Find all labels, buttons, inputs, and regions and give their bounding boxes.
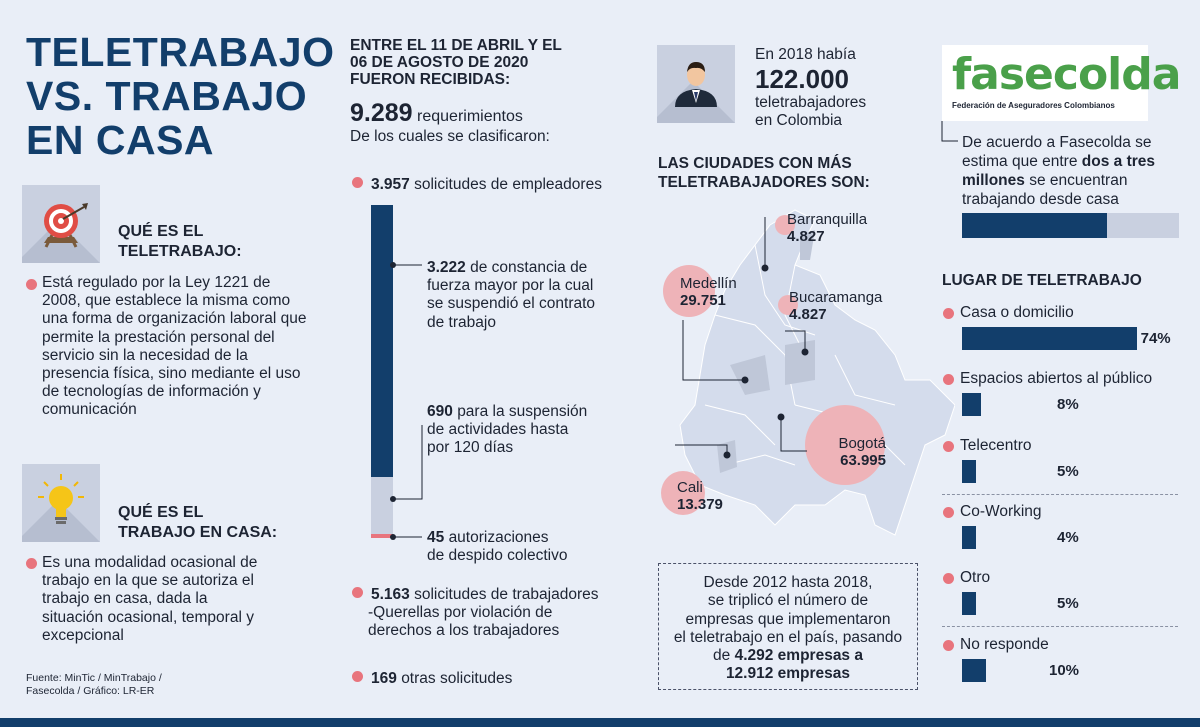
lugar-item-bar	[962, 460, 976, 483]
suspension-text3: por 120 días	[427, 439, 514, 457]
trabajo-casa-text: Es una modalidad ocasional de trabajo en la que se autoriza el trabajo en casa, dada la situación ocasional, temporal y excepcional	[42, 554, 258, 644]
bullet-dot	[352, 671, 363, 682]
req-total-suffix: requerimientos	[417, 108, 523, 125]
trabajadores-text1: solicitudes de trabajadores	[414, 586, 599, 603]
main-title-line1: TELETRABAJO	[26, 29, 335, 75]
bar-connectors	[380, 255, 430, 545]
bullet-dot	[943, 441, 954, 452]
req-header-line3: FUERON RECIBIDAS:	[350, 71, 511, 88]
lugar-item-label: Otro	[960, 569, 991, 587]
otras-text: otras solicitudes	[401, 670, 513, 687]
fasecolda-text3-post: se encuentran	[1029, 172, 1128, 189]
city-name: Medellín	[680, 275, 737, 292]
city-label-cali	[677, 479, 723, 513]
despido-text1: autorizaciones	[448, 529, 549, 546]
empleadores-num: 3.957	[371, 176, 410, 193]
trabajadores-text3: derechos a los trabajadores	[368, 622, 560, 640]
city-label-bogota	[834, 435, 886, 469]
teletrabajo-text: Está regulado por la Ley 1221 de 2008, que establece la misma como una forma de organización laboral que permite la prestación personal del servicio sin la necesidad de la presencia física, sino mediante el uso de tecnologías de información y comunicación	[42, 274, 307, 419]
lugar-item-bar	[962, 659, 986, 682]
despido-text2: de despido colectivo	[427, 547, 568, 565]
city-value: 29.751	[680, 292, 726, 309]
fasecolda-logo-sub: Federación de Aseguradores Colombianos	[952, 101, 1115, 110]
fuerza-item	[427, 259, 595, 332]
despido-num: 45	[427, 529, 445, 546]
fasecolda-text1: De acuerdo a Fasecolda se	[962, 134, 1152, 151]
despido-item	[427, 529, 567, 565]
trabajo-casa-heading	[118, 503, 277, 543]
bullet-dot	[352, 177, 363, 188]
fasecolda-text2-pre: estima que entre	[962, 153, 1078, 170]
lugar-item-pct: 8%	[1057, 396, 1079, 414]
trabajo-casa-heading-line1: QUÉ ES EL	[118, 504, 204, 521]
main-title-line3: EN CASA	[26, 117, 215, 163]
suspension-text2: de actividades hasta	[427, 421, 569, 439]
bullet-dot	[26, 279, 37, 290]
lugar-item-pct: 74%	[1140, 330, 1171, 347]
city-name: Bogotá	[838, 435, 886, 452]
lugar-item-pct: 10%	[1049, 661, 1080, 679]
target-icon	[22, 185, 100, 263]
tt2018-line2: teletrabajadores	[755, 94, 867, 111]
suspension-num: 690	[427, 403, 453, 420]
teletrabajo-heading-line1: QUÉ ES EL	[118, 223, 204, 240]
main-title-line2: VS. TRABAJO	[26, 73, 308, 119]
city-value: 13.379	[677, 496, 723, 513]
lugar-item-pct: 5%	[1057, 462, 1079, 480]
fasecolda-text	[962, 133, 1155, 209]
empresas-line4: el teletrabajo en el país, pasando	[673, 628, 903, 646]
empresas-line3: empresas que implementaron	[685, 610, 891, 628]
bullet-dot	[26, 558, 37, 569]
bullet-dot	[352, 587, 363, 598]
requerimientos-header	[350, 37, 562, 88]
fasecolda-logo-text: fasecolda	[952, 49, 1181, 100]
req-header-line2: 06 DE AGOSTO DE 2020	[350, 54, 529, 71]
trabajadores-item	[352, 586, 599, 641]
otras-item	[352, 670, 512, 688]
fasecolda-text3-bold: millones	[962, 172, 1025, 189]
teletrabajo-heading-line2: TELETRABAJO:	[118, 243, 242, 260]
lightbulb-icon	[22, 464, 100, 542]
lugar-item-bar	[962, 526, 976, 549]
tt2018-line1: En 2018 había	[755, 46, 856, 63]
footer-bar	[0, 718, 1200, 727]
lugar-item-bar	[962, 327, 1137, 350]
lugar-item-pct: 4%	[1057, 528, 1079, 546]
empleadores-item	[352, 176, 602, 194]
empresas-line6: 12.912 empresas	[725, 665, 851, 683]
lugar-item-pct: 5%	[1057, 595, 1079, 613]
lugar-item-label: Telecentro	[960, 436, 1032, 454]
city-value: 4.827	[789, 306, 827, 323]
requerimientos-total	[350, 99, 523, 128]
city-name: Barranquilla	[787, 211, 868, 228]
bullet-dot	[943, 640, 954, 651]
lugar-item-label: Espacios abiertos al público	[960, 370, 1153, 388]
trabajadores-num: 5.163	[371, 586, 410, 603]
fasecolda-bar	[962, 213, 1179, 238]
tt2018-line3: en Colombia	[755, 112, 843, 129]
fuerza-text3: se suspendió el contrato	[427, 295, 596, 313]
source-line2: Fasecolda / Gráfico: LR-ER	[26, 685, 155, 697]
lugar-item-label: Co-Working	[960, 502, 1042, 520]
lugar-item-label: Casa o domicilio	[960, 304, 1074, 321]
fuerza-num: 3.222	[427, 259, 466, 276]
bullet-dot	[943, 573, 954, 584]
bullet-dot	[943, 507, 954, 518]
city-value: 4.827	[787, 228, 825, 245]
ciudades-heading	[658, 155, 870, 192]
req-total-number: 9.289	[350, 99, 413, 127]
lugar-heading: LUGAR DE TELETRABAJO	[942, 272, 1142, 289]
req-subtitle: De los cuales se clasificaron:	[350, 128, 550, 145]
suspension-item	[427, 403, 587, 458]
source-line1: Fuente: MinTic / MinTrabajo /	[26, 672, 162, 684]
city-label-bucaramanga	[789, 289, 882, 323]
suspension-text1: para la suspensión	[457, 403, 588, 420]
fuerza-text2: fuerza mayor por la cual	[427, 277, 594, 295]
divider	[942, 494, 1178, 495]
fasecolda-logo	[942, 45, 1181, 121]
lugar-item-bar	[962, 592, 976, 615]
otras-num: 169	[371, 670, 397, 687]
teletrabajo-heading	[118, 222, 242, 262]
fasecolda-bar-fill	[962, 213, 1107, 238]
city-label-medellin	[680, 275, 737, 309]
ciudades-heading-line1: LAS CIUDADES CON MÁS	[658, 155, 852, 172]
tt2018-number: 122.000	[755, 64, 849, 94]
lugar-item-label: No responde	[960, 635, 1049, 653]
city-value: 63.995	[840, 452, 886, 469]
trabajo-casa-heading-line2: TRABAJO EN CASA:	[118, 524, 278, 541]
empresas-box	[658, 563, 918, 690]
source-note	[26, 672, 162, 698]
divider	[942, 626, 1178, 627]
req-header-line1: ENTRE EL 11 DE ABRIL Y EL	[350, 37, 562, 54]
teletrabajadores-2018	[755, 46, 866, 130]
fasecolda-text4: trabajando desde casa	[962, 191, 1119, 208]
empleadores-text: solicitudes de empleadores	[414, 176, 602, 193]
empresas-line2: se triplicó el número de	[707, 592, 869, 610]
city-name: Bucaramanga	[789, 289, 883, 306]
fasecolda-text2-bold: dos a tres	[1081, 153, 1156, 170]
bullet-dot	[943, 308, 954, 319]
city-name: Cali	[677, 479, 703, 496]
fasecolda-connector	[940, 121, 960, 145]
fuerza-text1: de constancia de	[470, 259, 588, 276]
empresas-line5-pre: de	[713, 647, 731, 665]
empresas-line1: Desde 2012 hasta 2018,	[703, 574, 873, 591]
main-title	[26, 30, 334, 162]
empresas-line5-bold: 4.292 empresas a	[734, 647, 863, 665]
city-label-barranquilla	[787, 211, 867, 245]
person-icon	[657, 45, 735, 123]
ciudades-heading-line2: TELETRABAJADORES SON:	[658, 173, 870, 191]
fuerza-text4: de trabajo	[427, 313, 496, 331]
trabajadores-text2: -Querellas por violación de	[368, 604, 553, 622]
lugar-item-bar	[962, 393, 981, 416]
